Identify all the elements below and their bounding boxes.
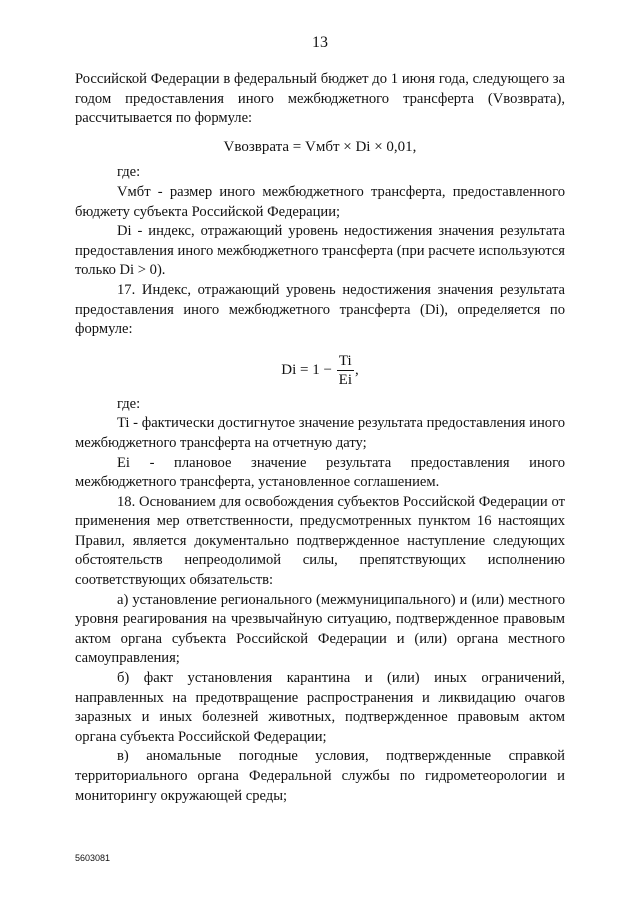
list-item-c: в) аномальные погодные условия, подтвержденные справкой территориального органа Федеральной службы по гидрометеорологии и мониторингу окружающей среды; [75,748,565,804]
paragraph-intro: Российской Федерации в федеральный бюджет до 1 июня года, следующего за годом предоставления иного межбюджетного трансферта (Vвозврата), рассчитывается по формуле: [75,71,565,127]
formula-index-tail: , [355,361,359,378]
definition-ei: Ei - плановое значение результата предоставления иного межбюджетного трансферта, установленное соглашением. [75,454,565,491]
paragraph-18: 18. Основанием для освобождения субъектов Российской Федерации от применения мер ответственности, предусмотренных пунктом 16 настоящих Правил, является документально подтвержденное наступление следующих обстоятельств непреодолимой силы, препятствующих исполнению соответствующих обязательств: [75,493,565,589]
definition-ti: Ti - фактически достигнутое значение результата предоставления иного межбюджетного трансферта на отчетную дату; [75,415,565,451]
formula-refund: Vвозврата = Vмбт × Di × 0,01, [223,138,417,155]
fraction [337,352,354,389]
paragraph-17: 17. Индекс, отражающий уровень недостижения значения результата предоставления иного межбюджетного трансферта (Di), определяется по формуле: [75,281,565,338]
where-label: где: [117,164,141,181]
document-code: 5603081 [75,853,111,863]
page-number: 13 [312,34,328,51]
formula-index [75,352,565,389]
fraction-denominator: Ei [338,371,352,388]
list-item-b: б) факт установления карантина и (или) иных ограничений, направленных на предотвращение распространения и ликвидацию очагов заразных и иных болезней животных, подтвержденное правовым актом органа субъекта Российской Федерации; [75,670,565,745]
definition-vmbt: Vмбт - размер иного межбюджетного трансферта, предоставленного бюджету субъекта Российской Федерации; [75,183,565,220]
where-label-2: где: [117,395,141,412]
list-item-a: а) установление регионального (межмуниципального) и (или) местного уровня реагирования на чрезвычайную ситуацию, подтвержденное правовым актом органа субъекта Российской Федерации и (или) органа местного самоуправления; [75,591,565,667]
document-body [75,70,565,806]
formula-index-lhs: Di = 1 − [281,361,332,378]
definition-di: Di - индекс, отражающий уровень недостижения значения результата предоставления иного межбюджетного трансферта (при расчете используются только Di > 0). [75,223,565,279]
fraction-numerator: Ti [338,352,352,369]
